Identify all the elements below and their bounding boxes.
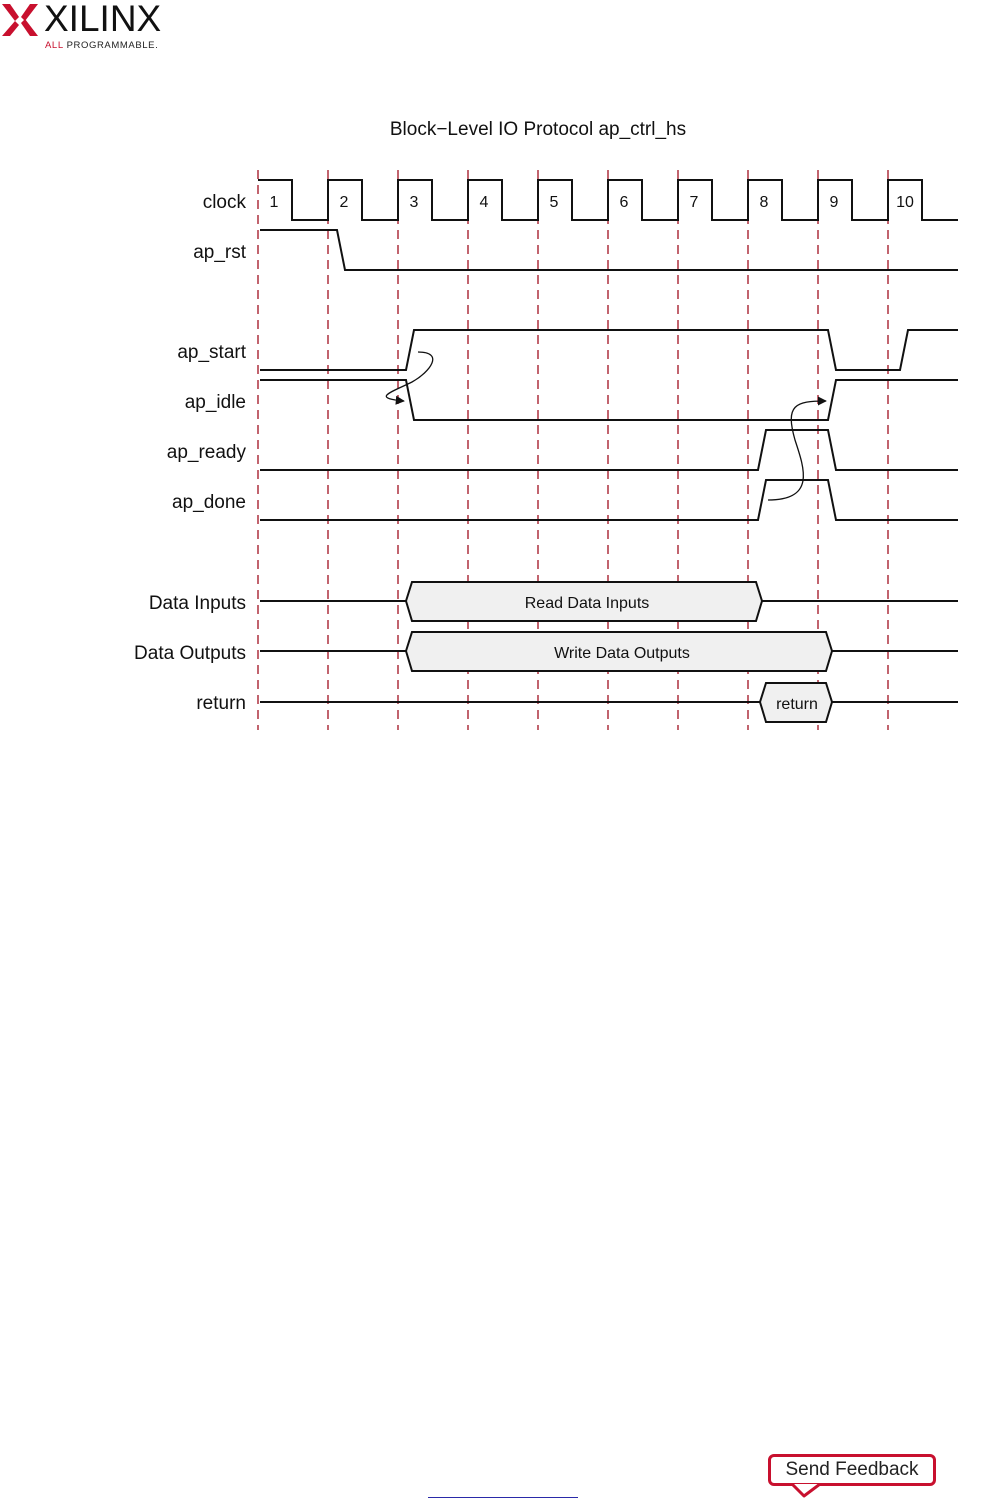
send-feedback-label: Send Feedback: [785, 1459, 919, 1480]
logo-tagline-prefix: ALL: [45, 40, 67, 51]
clock-cycle-number: 4: [479, 194, 489, 211]
clock-cycle-number: 6: [619, 194, 629, 211]
ap-done-waveform: [260, 480, 958, 520]
logo-tagline-main: PROGRAMMABLE.: [66, 40, 159, 51]
read-data-inputs-label: Read Data Inputs: [524, 595, 650, 612]
signal-label-ap-done: ap_done: [172, 492, 246, 513]
clock-cycle-number: 10: [896, 194, 914, 211]
signal-label-data-inputs: Data Inputs: [148, 593, 246, 614]
return-value-label: return: [776, 696, 818, 713]
clock-cycle-number: 7: [689, 194, 699, 211]
clock-waveform: [258, 180, 958, 220]
footer-link[interactable]: [428, 1497, 578, 1498]
ap-rst-waveform: [260, 230, 958, 270]
clock-cycle-number: 2: [339, 194, 349, 211]
signal-label-ap-idle: ap_idle: [184, 392, 246, 413]
signal-label-clock: clock: [202, 192, 246, 213]
write-data-outputs-label: Write Data Outputs: [554, 645, 690, 662]
ap-ready-waveform: [260, 430, 958, 470]
signal-label-ap-ready: ap_ready: [166, 442, 246, 463]
done-to-idle-arrow: [768, 401, 826, 500]
signal-label-data-outputs: Data Outputs: [134, 643, 246, 664]
send-feedback-tail-icon: [790, 1484, 830, 1500]
clock-cycle-number: 9: [829, 194, 839, 211]
clock-cycle-number: 1: [269, 194, 279, 211]
signal-label-ap-start: ap_start: [177, 342, 246, 363]
signal-label-return: return: [196, 693, 246, 714]
signal-label-ap-rst: ap_rst: [193, 242, 246, 263]
diagram-title: Block−Level IO Protocol ap_ctrl_hs: [389, 119, 687, 140]
logo-brand-text: XILINX: [44, 0, 162, 39]
ap-start-waveform: [260, 330, 958, 370]
clock-cycle-number: 3: [409, 194, 419, 211]
clock-cycle-number: 5: [549, 194, 559, 211]
clock-cycle-number: 8: [759, 194, 769, 211]
ap-idle-waveform: [260, 380, 958, 420]
send-feedback-button[interactable]: [768, 1454, 936, 1486]
